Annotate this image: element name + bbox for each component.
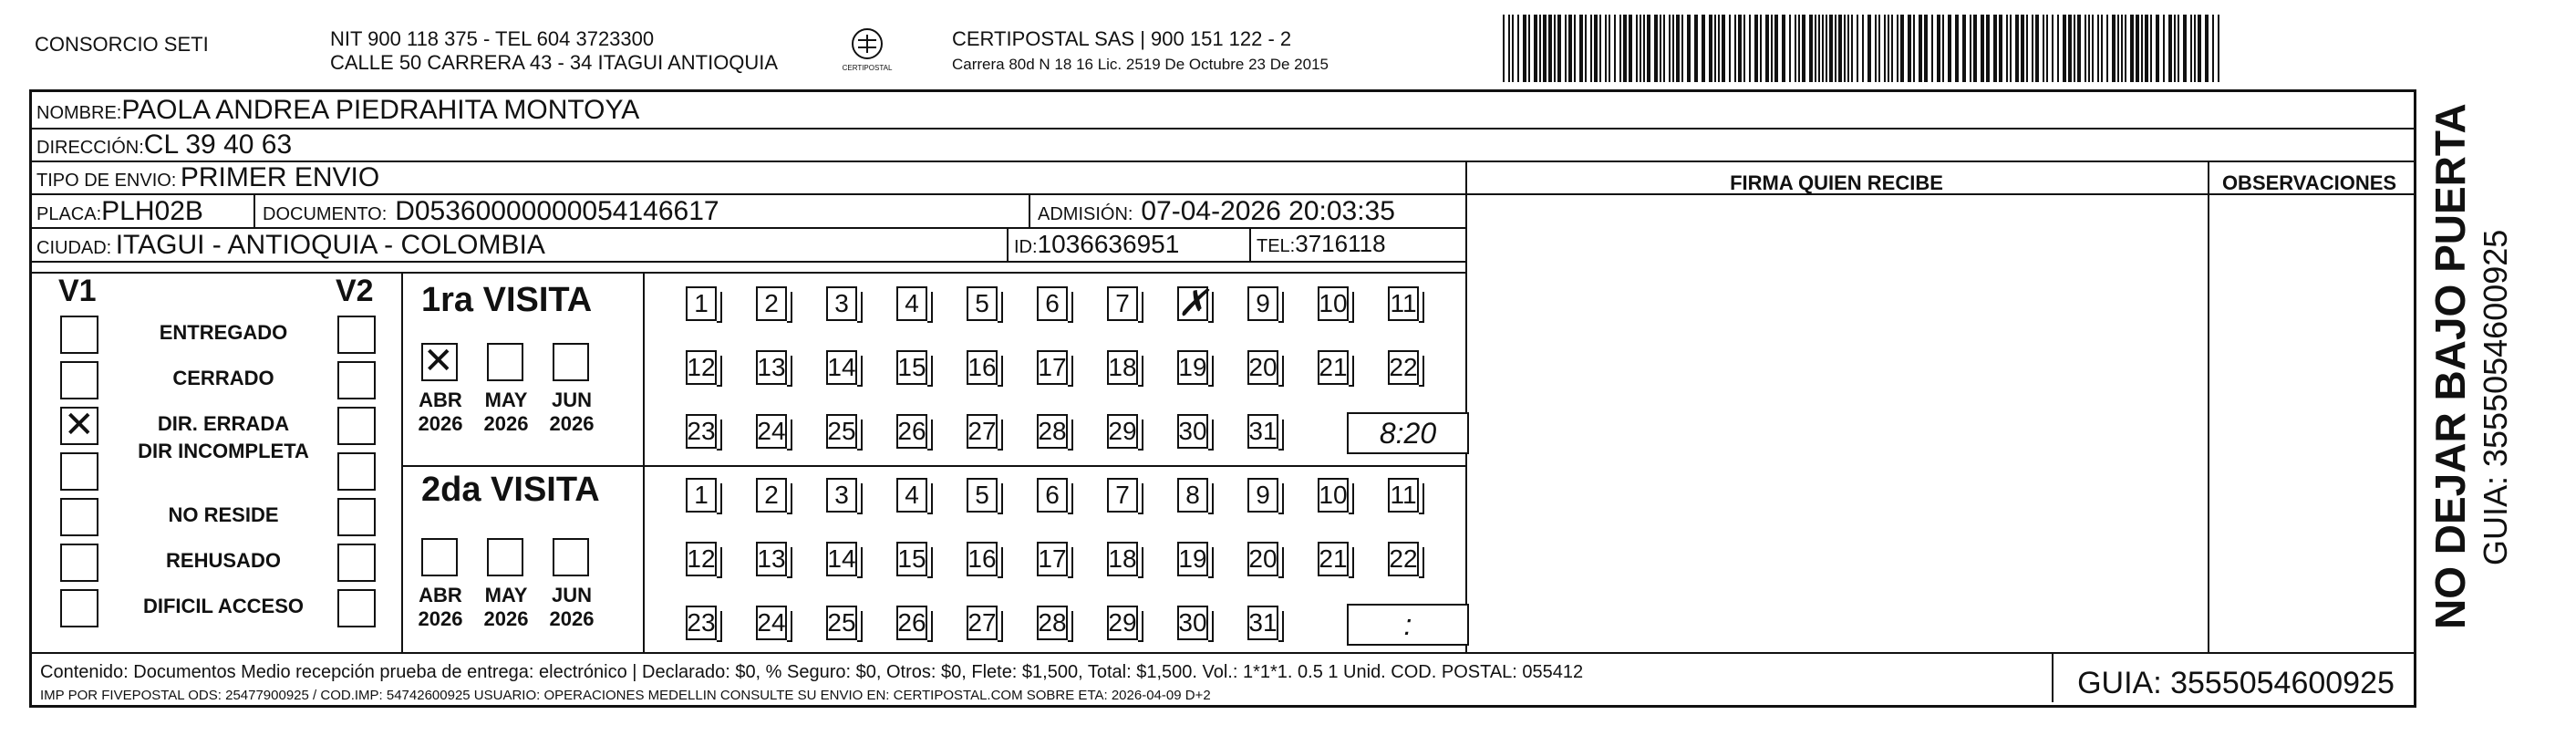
observations-header: OBSERVACIONES [2221,171,2397,194]
barcode [1503,13,2232,86]
visit2-title: 2da VISITA [421,471,600,509]
document-field: DOCUMENTO: D05360000000054146617 [263,196,719,226]
day-cell[interactable]: 3 [826,478,857,513]
day-cell[interactable]: 5 [967,286,998,321]
v1-checkbox[interactable] [60,589,98,627]
day-cell[interactable]: 16 [967,542,998,576]
month-checkbox[interactable] [487,343,523,381]
month-checkbox[interactable] [553,343,589,381]
day-cell[interactable]: 17 [1037,350,1068,385]
day-cell[interactable]: 25 [826,414,857,449]
day-cell[interactable]: 18 [1107,542,1138,576]
address-line: CALLE 50 CARRERA 43 - 34 ITAGUI ANTIOQUIA [330,51,779,74]
month-label: JUN [551,584,592,606]
city-field: CIUDAD: ITAGUI - ANTIOQUIA - COLOMBIA [36,230,545,260]
day-cell[interactable]: 22 [1388,542,1419,576]
day-cell[interactable]: 7 [1107,286,1138,321]
year-label: 2026 [549,607,595,630]
day-cell[interactable]: 15 [896,350,927,385]
day-cell[interactable]: 8 [1177,478,1208,513]
day-cell[interactable]: 24 [756,414,787,449]
check-x-icon: ✕ [64,404,95,446]
month-label: ABR [419,584,462,606]
send-type: PRIMER ENVIO [180,162,380,192]
day-cell[interactable]: 28 [1037,606,1068,640]
status-label: ENTREGADO [159,321,288,344]
day-cell[interactable]: 27 [967,606,998,640]
v1-checkbox[interactable] [60,361,98,399]
day-cell[interactable]: 11 [1388,286,1419,321]
check-x-icon: ✕ [423,340,454,382]
day-cell[interactable]: 15 [896,542,927,576]
day-cell[interactable]: 7 [1107,478,1138,513]
v1-checkbox[interactable] [60,498,98,536]
signature-header: FIRMA QUIEN RECIBE [1730,171,1943,194]
day-cell[interactable]: 4 [896,286,927,321]
day-cell[interactable]: 24 [756,606,787,640]
content-line: Contenido: Documentos Medio recepción prueba de entrega: electrónico | Declarado: $0, % Seguro: $0, Otros: $0, Flete: $1,500, Total: $1,500. Vol.: 1*1*1. 0.5 1 Unid. COD. POSTAL: 055412 [40,662,1584,682]
day-cell[interactable]: 30 [1177,414,1208,449]
day-cell[interactable]: 17 [1037,542,1068,576]
month-label: ABR [419,389,462,411]
day-cell[interactable]: 12 [686,350,717,385]
day-cell[interactable]: 14 [826,542,857,576]
v2-checkbox[interactable] [337,407,376,445]
year-label: 2026 [418,607,463,630]
year-label: 2026 [549,412,595,435]
id-field: ID:1036636951 [1014,230,1180,258]
v2-checkbox[interactable] [337,361,376,399]
day-cell[interactable]: 14 [826,350,857,385]
year-label: 2026 [483,607,529,630]
v2-checkbox[interactable] [337,452,376,491]
day-cell[interactable]: 12 [686,542,717,576]
day-cell[interactable]: 9 [1247,478,1278,513]
day-cell[interactable]: 22 [1388,350,1419,385]
admission-field: ADMISIÓN: 07-04-2026 20:03:35 [1038,196,1395,226]
no-dejar-warning: NO DEJAR BAJO PUERTA [2426,103,2474,629]
handwritten-x-icon: ✗ [1177,284,1208,324]
month-checkbox[interactable] [421,538,458,576]
day-cell[interactable]: 28 [1037,414,1068,449]
year-label: 2026 [418,412,463,435]
tel-field: TEL:3716118 [1257,230,1386,257]
day-cell[interactable]: 31 [1247,606,1278,640]
day-cell[interactable]: 20 [1247,542,1278,576]
status-label: DIR INCOMPLETA [138,440,309,462]
day-cell[interactable]: 21 [1318,350,1349,385]
day-cell[interactable]: 29 [1107,606,1138,640]
license-line: Carrera 80d N 18 16 Lic. 2519 De Octubre 23 De 2015 [952,56,1329,73]
v1-header: V1 [58,274,97,308]
status-label: DIFICIL ACCESO [142,595,304,617]
month-label: MAY [484,389,528,411]
nit-line: NIT 900 118 375 - TEL 604 3723300 [330,27,655,50]
company-name: CONSORCIO SETI [35,33,209,56]
v1-checkbox[interactable] [60,316,98,354]
visit1-title: 1ra VISITA [421,281,593,319]
v1-checkbox[interactable] [60,452,98,491]
status-label: REHUSADO [166,549,281,572]
time-box[interactable]: : [1347,604,1469,646]
v2-header: V2 [336,274,374,308]
day-cell[interactable]: 6 [1037,478,1068,513]
day-cell[interactable]: 23 [686,606,717,640]
send-type-row: TIPO DE ENVIO: PRIMER ENVIO [36,162,380,192]
day-cell[interactable]: 1 [686,478,717,513]
day-cell[interactable]: 2 [756,286,787,321]
side-guide: GUIA: 3555054600925 [2477,229,2514,565]
day-cell[interactable] [1177,284,1208,324]
day-cell[interactable]: 27 [967,414,998,449]
month-checkbox[interactable] [487,538,523,576]
plate-field: PLACA:PLH02B [36,196,203,226]
day-cell[interactable]: 1 [686,286,717,321]
day-cell[interactable]: 19 [1177,542,1208,576]
recipient-name: PAOLA ANDREA PIEDRAHITA MONTOYA [121,95,640,125]
month-label: MAY [484,584,528,606]
print-line: IMP POR FIVEPOSTAL ODS: 25477900925 / COD.IMP: 54742600925 USUARIO: OPERACIONES MEDELLIN CONSULTE SU ENVIO EN: CERTIPOSTAL.COM SOBRE ETA: 2026-04-09 D+2 [40,688,1211,703]
day-cell[interactable]: 2 [756,478,787,513]
day-cell[interactable]: 31 [1247,414,1278,449]
day-cell[interactable]: 13 [756,542,787,576]
year-label: 2026 [483,412,529,435]
day-cell[interactable]: 4 [896,478,927,513]
day-cell[interactable]: 10 [1318,478,1349,513]
day-cell[interactable]: 3 [826,286,857,321]
v2-checkbox[interactable] [337,498,376,536]
day-cell[interactable]: 25 [826,606,857,640]
day-cell[interactable]: 23 [686,414,717,449]
day-cell[interactable]: 6 [1037,286,1068,321]
day-cell[interactable]: 26 [896,414,927,449]
v2-checkbox[interactable] [337,544,376,582]
certipostal-logo: CERTIPOSTAL [835,26,899,80]
day-cell[interactable]: 30 [1177,606,1208,640]
v2-checkbox[interactable] [337,589,376,627]
status-label: CERRADO [172,367,274,389]
status-label: DIR. ERRADA [157,412,290,435]
name-row: NOMBRE:PAOLA ANDREA PIEDRAHITA MONTOYA [36,95,640,125]
day-cell[interactable]: 21 [1318,542,1349,576]
day-cell[interactable]: 13 [756,350,787,385]
status-label: NO RESIDE [168,503,279,526]
time-box[interactable]: 8:20 [1347,412,1469,454]
day-cell[interactable]: 29 [1107,414,1138,449]
v1-checkbox[interactable] [60,544,98,582]
day-cell[interactable]: 19 [1177,350,1208,385]
month-checkbox[interactable] [553,538,589,576]
carrier-line: CERTIPOSTAL SAS | 900 151 122 - 2 [952,27,1292,50]
day-cell[interactable]: 26 [896,606,927,640]
day-cell[interactable]: 10 [1318,286,1349,321]
v2-checkbox[interactable] [337,316,376,354]
day-cell[interactable]: 5 [967,478,998,513]
day-cell[interactable]: 11 [1388,478,1419,513]
month-label: JUN [551,389,592,411]
day-cell[interactable]: 9 [1247,286,1278,321]
day-cell[interactable]: 18 [1107,350,1138,385]
address-row: DIRECCIÓN:CL 39 40 63 [36,130,293,160]
day-cell[interactable]: 20 [1247,350,1278,385]
recipient-address: CL 39 40 63 [143,130,293,160]
day-cell[interactable]: 16 [967,350,998,385]
footer-guide: GUIA: 3555054600925 [2077,666,2395,700]
